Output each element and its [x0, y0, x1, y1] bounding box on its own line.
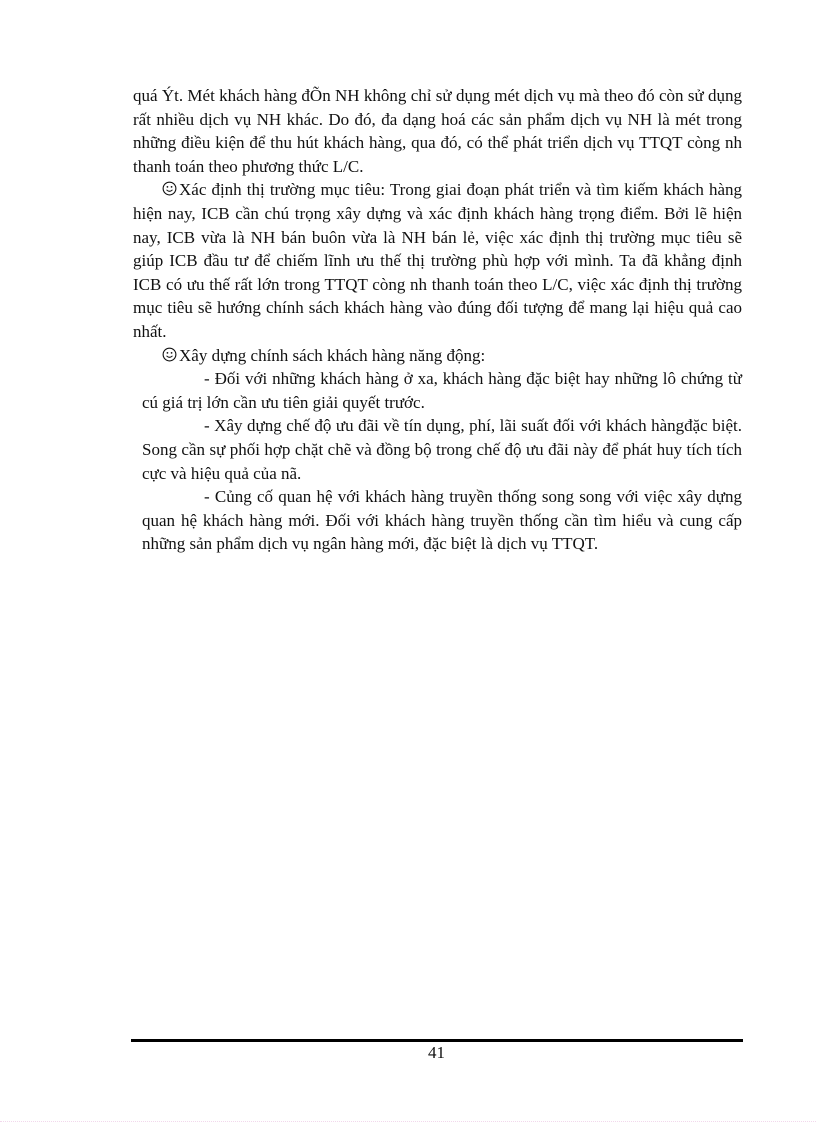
paragraph-dash-preferential-regime	[133, 414, 742, 485]
paragraph-text: - Đối với những khách hàng ở xa, khách hàng đặc biệt hay những lô chứng từ cú giá trị lớn cần ưu tiên giải quyết trước.	[142, 369, 742, 412]
paragraph-text: - Xây dựng chế độ ưu đãi về tín dụng, phí, lãi suất đối với khách hàngđặc biệt. Song cần sự phối hợp chặt chẽ và đồng bộ trong chế độ ưu đãi này để phát huy tích tích cực và hiệu quả của nã.	[142, 416, 742, 483]
page-edge-divider	[0, 1121, 816, 1122]
document-body	[133, 84, 742, 556]
smiley-icon	[162, 347, 177, 362]
paragraph-continuation	[133, 84, 742, 178]
paragraph-dash-remote-customers	[133, 367, 742, 414]
paragraph-text: Xác định thị trường mục tiêu: Trong giai đoạn phát triển và tìm kiếm khách hàng hiện nay, ICB cần chú trọng xây dựng và xác định khách hàng trọng điểm. Bởi lẽ hiện nay, ICB vừa là NH bán buôn vừa là NH bán lẻ, việc xác định thị trường mục tiêu sẽ giúp ICB đầu tư để chiếm lĩnh ưu thế thị trường phù hợp với mình. Ta đã khẳng định ICB có ưu thế rất lớn trong TTQT còng nh thanh toán theo L/C, việc xác định thị trường mục tiêu sẽ hướng chính sách khách hàng vào đúng đối tượng để mang lại hiệu quả cao nhất.	[133, 180, 742, 341]
paragraph-dash-traditional-customers	[133, 485, 742, 556]
smiley-icon	[162, 181, 177, 196]
paragraph-customer-policy-heading	[133, 344, 742, 368]
paragraph-text: Xây dựng chính sách khách hàng năng động:	[179, 345, 486, 365]
page-number: 41	[428, 1043, 445, 1062]
paragraph-text: quá Ýt. Mét khách hàng đÕn NH không chỉ sử dụng mét dịch vụ mà theo đó còn sử dụng rất nhiều dịch vụ NH khác. Do đó, đa dạng hoá các sản phẩm dịch vụ NH là mét trong những điều kiện để thu hút khách hàng, qua đó, có thể phát triển dịch vụ TTQT còng nh thanh toán theo phương thức L/C.	[133, 86, 742, 176]
paragraph-text: - Củng cố quan hệ với khách hàng truyền thống song song với việc xây dựng quan hệ khách hàng mới. Đối với khách hàng truyền thống cần tìm hiểu và cung cấp những sản phẩm dịch vụ ngân hàng mới, đặc biệt là dịch vụ TTQT.	[142, 487, 742, 554]
paragraph-target-market	[133, 178, 742, 343]
